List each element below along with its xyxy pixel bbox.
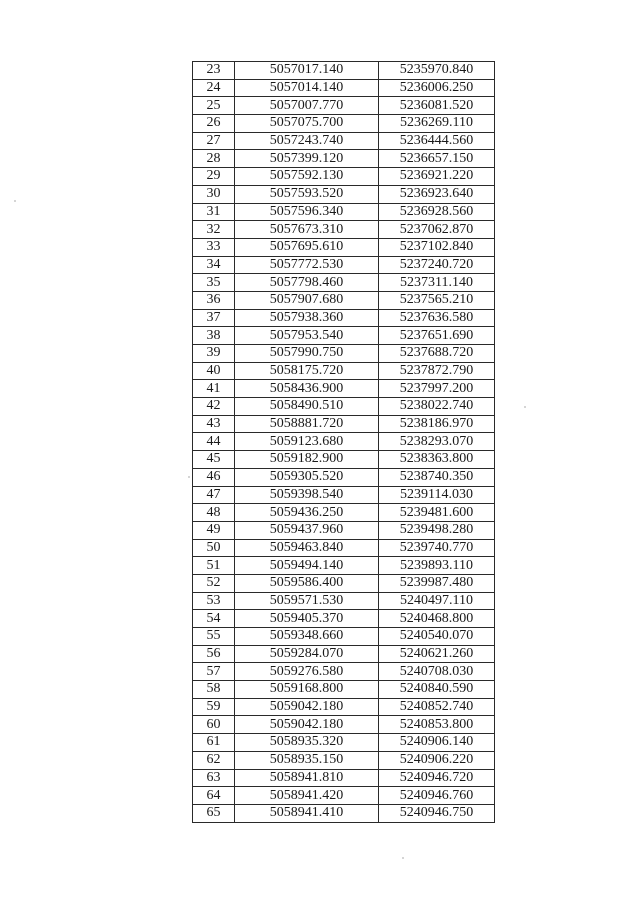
x-coordinate-cell: 5059042.180	[235, 698, 379, 716]
y-coordinate-cell: 5237311.140	[379, 274, 495, 292]
x-coordinate-cell: 5059586.400	[235, 574, 379, 592]
y-coordinate-cell: 5236921.220	[379, 168, 495, 186]
row-number-cell: 45	[193, 451, 235, 469]
table-row	[193, 398, 495, 416]
x-coordinate-cell: 5058935.320	[235, 734, 379, 752]
row-number-cell: 38	[193, 327, 235, 345]
row-number-cell: 33	[193, 238, 235, 256]
scan-speck	[14, 200, 16, 202]
y-coordinate-cell: 5240906.220	[379, 751, 495, 769]
row-number-cell: 44	[193, 433, 235, 451]
row-number-cell: 29	[193, 168, 235, 186]
x-coordinate-cell: 5057017.140	[235, 62, 379, 80]
scan-speck	[524, 406, 526, 408]
row-number-cell: 27	[193, 132, 235, 150]
y-coordinate-cell: 5240853.800	[379, 716, 495, 734]
x-coordinate-cell: 5057593.520	[235, 185, 379, 203]
row-number-cell: 24	[193, 79, 235, 97]
row-number-cell: 25	[193, 97, 235, 115]
row-number-cell: 41	[193, 380, 235, 398]
row-number-cell: 55	[193, 628, 235, 646]
row-number-cell: 26	[193, 115, 235, 133]
x-coordinate-cell: 5059571.530	[235, 592, 379, 610]
y-coordinate-cell: 5240840.590	[379, 681, 495, 699]
row-number-cell: 23	[193, 62, 235, 80]
x-coordinate-cell: 5057592.130	[235, 168, 379, 186]
x-coordinate-cell: 5058490.510	[235, 398, 379, 416]
table-row	[193, 327, 495, 345]
table-row	[193, 716, 495, 734]
x-coordinate-cell: 5059182.900	[235, 451, 379, 469]
x-coordinate-cell: 5058935.150	[235, 751, 379, 769]
x-coordinate-cell: 5059123.680	[235, 433, 379, 451]
y-coordinate-cell: 5237651.690	[379, 327, 495, 345]
y-coordinate-cell: 5238363.800	[379, 451, 495, 469]
x-coordinate-cell: 5057990.750	[235, 345, 379, 363]
row-number-cell: 53	[193, 592, 235, 610]
row-number-cell: 47	[193, 486, 235, 504]
row-number-cell: 30	[193, 185, 235, 203]
table-row	[193, 751, 495, 769]
row-number-cell: 51	[193, 557, 235, 575]
x-coordinate-cell: 5059494.140	[235, 557, 379, 575]
x-coordinate-cell: 5059405.370	[235, 610, 379, 628]
table-row	[193, 221, 495, 239]
table-row	[193, 62, 495, 80]
row-number-cell: 61	[193, 734, 235, 752]
x-coordinate-cell: 5057798.460	[235, 274, 379, 292]
x-coordinate-cell: 5058941.410	[235, 804, 379, 822]
row-number-cell: 59	[193, 698, 235, 716]
table-row	[193, 309, 495, 327]
table-row	[193, 592, 495, 610]
table-row	[193, 698, 495, 716]
x-coordinate-cell: 5057695.610	[235, 238, 379, 256]
x-coordinate-cell: 5057907.680	[235, 291, 379, 309]
x-coordinate-cell: 5057007.770	[235, 97, 379, 115]
row-number-cell: 64	[193, 787, 235, 805]
scan-speck	[188, 476, 190, 478]
x-coordinate-cell: 5058941.810	[235, 769, 379, 787]
y-coordinate-cell: 5238186.970	[379, 415, 495, 433]
row-number-cell: 43	[193, 415, 235, 433]
table-row	[193, 362, 495, 380]
table-row	[193, 769, 495, 787]
y-coordinate-cell: 5240497.110	[379, 592, 495, 610]
y-coordinate-cell: 5236269.110	[379, 115, 495, 133]
x-coordinate-cell: 5059276.580	[235, 663, 379, 681]
x-coordinate-cell: 5059305.520	[235, 468, 379, 486]
table-row	[193, 521, 495, 539]
table-row	[193, 238, 495, 256]
table-row	[193, 185, 495, 203]
y-coordinate-cell: 5239498.280	[379, 521, 495, 539]
x-coordinate-cell: 5059348.660	[235, 628, 379, 646]
y-coordinate-cell: 5238022.740	[379, 398, 495, 416]
table-row	[193, 645, 495, 663]
y-coordinate-cell: 5236006.250	[379, 79, 495, 97]
row-number-cell: 49	[193, 521, 235, 539]
y-coordinate-cell: 5239987.480	[379, 574, 495, 592]
y-coordinate-cell: 5240852.740	[379, 698, 495, 716]
table-row	[193, 504, 495, 522]
x-coordinate-cell: 5057075.700	[235, 115, 379, 133]
y-coordinate-cell: 5237636.580	[379, 309, 495, 327]
row-number-cell: 35	[193, 274, 235, 292]
x-coordinate-cell: 5057953.540	[235, 327, 379, 345]
y-coordinate-cell: 5239481.600	[379, 504, 495, 522]
row-number-cell: 46	[193, 468, 235, 486]
y-coordinate-cell: 5236081.520	[379, 97, 495, 115]
table-row	[193, 433, 495, 451]
row-number-cell: 57	[193, 663, 235, 681]
x-coordinate-cell: 5059398.540	[235, 486, 379, 504]
y-coordinate-cell: 5240540.070	[379, 628, 495, 646]
table-row	[193, 787, 495, 805]
row-number-cell: 34	[193, 256, 235, 274]
y-coordinate-cell: 5240708.030	[379, 663, 495, 681]
row-number-cell: 60	[193, 716, 235, 734]
y-coordinate-cell: 5240946.720	[379, 769, 495, 787]
y-coordinate-cell: 5237240.720	[379, 256, 495, 274]
x-coordinate-cell: 5057014.140	[235, 79, 379, 97]
table-row	[193, 79, 495, 97]
y-coordinate-cell: 5240468.800	[379, 610, 495, 628]
x-coordinate-cell: 5059168.800	[235, 681, 379, 699]
row-number-cell: 31	[193, 203, 235, 221]
x-coordinate-cell: 5059436.250	[235, 504, 379, 522]
table-row	[193, 380, 495, 398]
y-coordinate-cell: 5236923.640	[379, 185, 495, 203]
table-row	[193, 557, 495, 575]
x-coordinate-cell: 5057399.120	[235, 150, 379, 168]
row-number-cell: 42	[193, 398, 235, 416]
table-row	[193, 168, 495, 186]
y-coordinate-cell: 5235970.840	[379, 62, 495, 80]
table-row	[193, 274, 495, 292]
y-coordinate-cell: 5238293.070	[379, 433, 495, 451]
y-coordinate-cell: 5239114.030	[379, 486, 495, 504]
y-coordinate-cell: 5236657.150	[379, 150, 495, 168]
y-coordinate-cell: 5240946.760	[379, 787, 495, 805]
row-number-cell: 36	[193, 291, 235, 309]
table-row	[193, 291, 495, 309]
table-row	[193, 132, 495, 150]
x-coordinate-cell: 5059284.070	[235, 645, 379, 663]
x-coordinate-cell: 5059042.180	[235, 716, 379, 734]
table-row	[193, 681, 495, 699]
table-row	[193, 628, 495, 646]
x-coordinate-cell: 5057938.360	[235, 309, 379, 327]
x-coordinate-cell: 5058175.720	[235, 362, 379, 380]
y-coordinate-cell: 5240621.260	[379, 645, 495, 663]
x-coordinate-cell: 5057596.340	[235, 203, 379, 221]
coordinates-table	[192, 61, 495, 823]
x-coordinate-cell: 5059463.840	[235, 539, 379, 557]
x-coordinate-cell: 5058881.720	[235, 415, 379, 433]
table-row	[193, 415, 495, 433]
y-coordinate-cell: 5240906.140	[379, 734, 495, 752]
row-number-cell: 28	[193, 150, 235, 168]
table-row	[193, 97, 495, 115]
row-number-cell: 32	[193, 221, 235, 239]
row-number-cell: 62	[193, 751, 235, 769]
row-number-cell: 40	[193, 362, 235, 380]
x-coordinate-cell: 5059437.960	[235, 521, 379, 539]
row-number-cell: 58	[193, 681, 235, 699]
row-number-cell: 50	[193, 539, 235, 557]
table-row	[193, 486, 495, 504]
x-coordinate-cell: 5058436.900	[235, 380, 379, 398]
table-row	[193, 150, 495, 168]
coordinates-table-body	[193, 62, 495, 823]
row-number-cell: 37	[193, 309, 235, 327]
y-coordinate-cell: 5237062.870	[379, 221, 495, 239]
y-coordinate-cell: 5236928.560	[379, 203, 495, 221]
y-coordinate-cell: 5239740.770	[379, 539, 495, 557]
y-coordinate-cell: 5240946.750	[379, 804, 495, 822]
table-row	[193, 610, 495, 628]
row-number-cell: 65	[193, 804, 235, 822]
table-row	[193, 468, 495, 486]
x-coordinate-cell: 5057243.740	[235, 132, 379, 150]
table-row	[193, 574, 495, 592]
y-coordinate-cell: 5238740.350	[379, 468, 495, 486]
table-row	[193, 345, 495, 363]
table-row	[193, 203, 495, 221]
table-row	[193, 804, 495, 822]
table-row	[193, 451, 495, 469]
row-number-cell: 56	[193, 645, 235, 663]
scan-speck	[402, 857, 404, 859]
y-coordinate-cell: 5237688.720	[379, 345, 495, 363]
table-row	[193, 256, 495, 274]
table-row	[193, 734, 495, 752]
y-coordinate-cell: 5239893.110	[379, 557, 495, 575]
row-number-cell: 48	[193, 504, 235, 522]
row-number-cell: 54	[193, 610, 235, 628]
x-coordinate-cell: 5058941.420	[235, 787, 379, 805]
table-row	[193, 539, 495, 557]
table-row	[193, 115, 495, 133]
x-coordinate-cell: 5057772.530	[235, 256, 379, 274]
table-row	[193, 663, 495, 681]
y-coordinate-cell: 5237872.790	[379, 362, 495, 380]
y-coordinate-cell: 5237102.840	[379, 238, 495, 256]
x-coordinate-cell: 5057673.310	[235, 221, 379, 239]
y-coordinate-cell: 5236444.560	[379, 132, 495, 150]
y-coordinate-cell: 5237997.200	[379, 380, 495, 398]
y-coordinate-cell: 5237565.210	[379, 291, 495, 309]
row-number-cell: 52	[193, 574, 235, 592]
row-number-cell: 63	[193, 769, 235, 787]
row-number-cell: 39	[193, 345, 235, 363]
